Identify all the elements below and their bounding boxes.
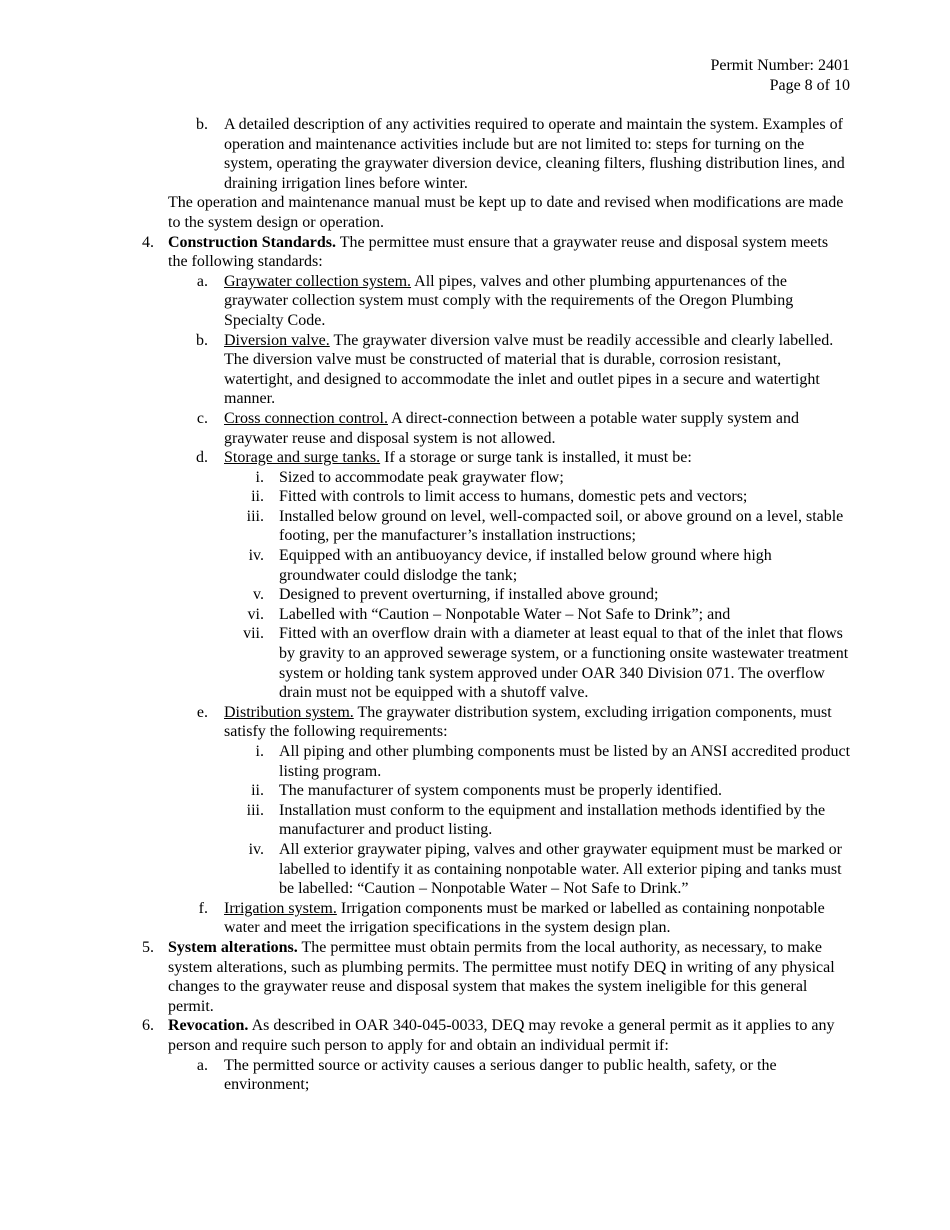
sub-list-item xyxy=(0,605,950,625)
sub-list-item xyxy=(0,840,950,899)
page-header xyxy=(710,56,850,95)
list-text: The permitted source or activity causes a serious danger to public health, safety, or the environment; xyxy=(224,1056,777,1094)
sub-list-item xyxy=(0,624,950,702)
section-text: The permittee must obtain permits from the local authority, as necessary, to make system alterations, such as plumbing permits. The permittee must notify DEQ in writing of any physical changes to the graywater reuse and disposal system that makes the system ineligible for this general permit. xyxy=(168,938,835,1015)
sub-list-text: Sized to accommodate peak graywater flow; xyxy=(279,468,564,486)
section-marker: 5. xyxy=(142,938,154,956)
om-manual-note xyxy=(0,193,950,232)
list-item xyxy=(0,272,950,331)
section-heading: Revocation. xyxy=(168,1017,249,1035)
list-marker: b. xyxy=(196,116,208,133)
item-text: The graywater diversion valve must be readily accessible and clearly labelled. The diversion valve must be constructed of material that is durable, corrosion resistant, watertight, and designed to accommodate the inlet and outlet pipes in a secure and watertight manner. xyxy=(224,331,834,408)
list-item xyxy=(0,1056,950,1095)
sub-list-marker: i. xyxy=(255,468,264,486)
page-number: Page 8 of 10 xyxy=(769,76,850,94)
document-body xyxy=(0,115,950,1095)
sub-list-marker: iv. xyxy=(248,840,264,858)
item-text: If a storage or surge tank is installed, it must be: xyxy=(384,449,692,467)
item-text: Irrigation components must be marked or labelled as containing nonpotable water and meet the irrigation specifications in the system design plan. xyxy=(224,899,825,937)
sub-list-text: Installed below ground on level, well-compacted soil, or above ground on a level, stable footing, per the manufacturer’s installation instructions; xyxy=(279,507,844,545)
list-marker: a. xyxy=(196,1056,208,1074)
item-heading: Cross connection control. xyxy=(224,409,388,427)
item-text: The graywater distribution system, excluding irrigation components, must satisfy the following requirements: xyxy=(224,703,832,741)
list-text: A detailed description of any activities required to operate and maintain the system. Examples of operation and maintenance activities include but are not limited to: steps for turning on the system, operating the graywater diversion device, cleaning filters, flushing distribution lines, and draining irrigation lines before winter. xyxy=(224,116,845,192)
list-item xyxy=(0,115,950,193)
sub-list-marker: vii. xyxy=(243,625,264,643)
list-marker: e. xyxy=(196,703,208,721)
sub-list-text: Designed to prevent overturning, if installed above ground; xyxy=(279,586,659,604)
section-system-alterations xyxy=(0,938,950,1016)
list-item xyxy=(0,448,950,468)
list-marker: f. xyxy=(198,899,208,917)
sub-list-text: All exterior graywater piping, valves and other graywater equipment must be marked or labelled to identify it as containing nonpotable water. All exterior piping and tanks must be labelled: “Caution – Nonpotable Water – Not Safe to Drink.” xyxy=(279,840,842,898)
sub-list-marker: iii. xyxy=(246,801,264,819)
sub-list-item xyxy=(0,742,950,781)
permit-number: Permit Number: 2401 xyxy=(710,57,850,74)
sub-list-item xyxy=(0,585,950,605)
sub-list-text: Fitted with an overflow drain with a diameter at least equal to that of the inlet that flows by gravity to an approved sewerage system, or a functioning onsite wastewater treatment system or holding tank system approved under OAR 340 Division 071. The overflow drain must not be equipped with a shutoff valve. xyxy=(279,625,849,702)
item-heading: Storage and surge tanks. xyxy=(224,449,381,467)
section-marker: 4. xyxy=(142,233,154,251)
sub-list-item xyxy=(0,781,950,801)
sub-list-marker: ii. xyxy=(251,782,264,800)
section-heading: System alterations. xyxy=(168,938,298,956)
list-marker: d. xyxy=(196,449,208,467)
sub-list-text: Installation must conform to the equipment and installation methods identified by the manufacturer and product listing. xyxy=(279,801,826,839)
list-marker: b. xyxy=(196,331,208,349)
list-item xyxy=(0,409,950,448)
sub-list-text: Equipped with an antibuoyancy device, if installed below ground where high groundwater could dislodge the tank; xyxy=(279,547,772,584)
sub-list-marker: iii. xyxy=(246,507,264,525)
list-marker: a. xyxy=(196,272,208,290)
item-heading: Graywater collection system. xyxy=(224,272,412,290)
sub-list-item xyxy=(0,507,950,546)
item-heading: Diversion valve. xyxy=(224,331,330,349)
sub-list-marker: vi. xyxy=(247,605,264,623)
list-item xyxy=(0,899,950,938)
item-text: A direct-connection between a potable water supply system and graywater reuse and disposal system is not allowed. xyxy=(224,409,799,447)
sub-list-marker: ii. xyxy=(251,488,264,506)
paragraph-text: The operation and maintenance manual must be kept up to date and revised when modifications are made to the system design or operation. xyxy=(168,194,844,231)
sub-list-text: The manufacturer of system components must be properly identified. xyxy=(279,782,722,800)
item-heading: Distribution system. xyxy=(224,703,354,721)
section-revocation xyxy=(0,1016,950,1055)
sub-list-item xyxy=(0,468,950,488)
sub-list-item xyxy=(0,546,950,585)
sub-list-item xyxy=(0,487,950,507)
list-marker: c. xyxy=(196,409,208,427)
section-marker: 6. xyxy=(142,1017,154,1035)
list-item xyxy=(0,703,950,742)
section-construction-standards xyxy=(0,233,950,272)
item-heading: Irrigation system. xyxy=(224,899,337,917)
sub-list-text: Fitted with controls to limit access to humans, domestic pets and vectors; xyxy=(279,488,748,506)
section-heading: Construction Standards. xyxy=(168,233,337,251)
section-text: The permittee must ensure that a graywater reuse and disposal system meets the following standards: xyxy=(168,233,829,271)
sub-list-marker: iv. xyxy=(248,547,264,565)
sub-list-text: All piping and other plumbing components must be listed by an ANSI accredited product listing program. xyxy=(279,743,851,780)
sub-list-text: Labelled with “Caution – Nonpotable Water – Not Safe to Drink”; and xyxy=(279,605,731,623)
section-text: As described in OAR 340-045-0033, DEQ may revoke a general permit as it applies to any person and require such person to apply for and obtain an individual permit if: xyxy=(168,1017,835,1054)
list-item xyxy=(0,331,950,409)
sub-list-marker: v. xyxy=(253,586,264,604)
item-text: All pipes, valves and other plumbing appurtenances of the graywater collection system must comply with the requirements of the Oregon Plumbing Specialty Code. xyxy=(224,272,794,329)
sub-list-marker: i. xyxy=(255,743,264,760)
sub-list-item xyxy=(0,801,950,840)
